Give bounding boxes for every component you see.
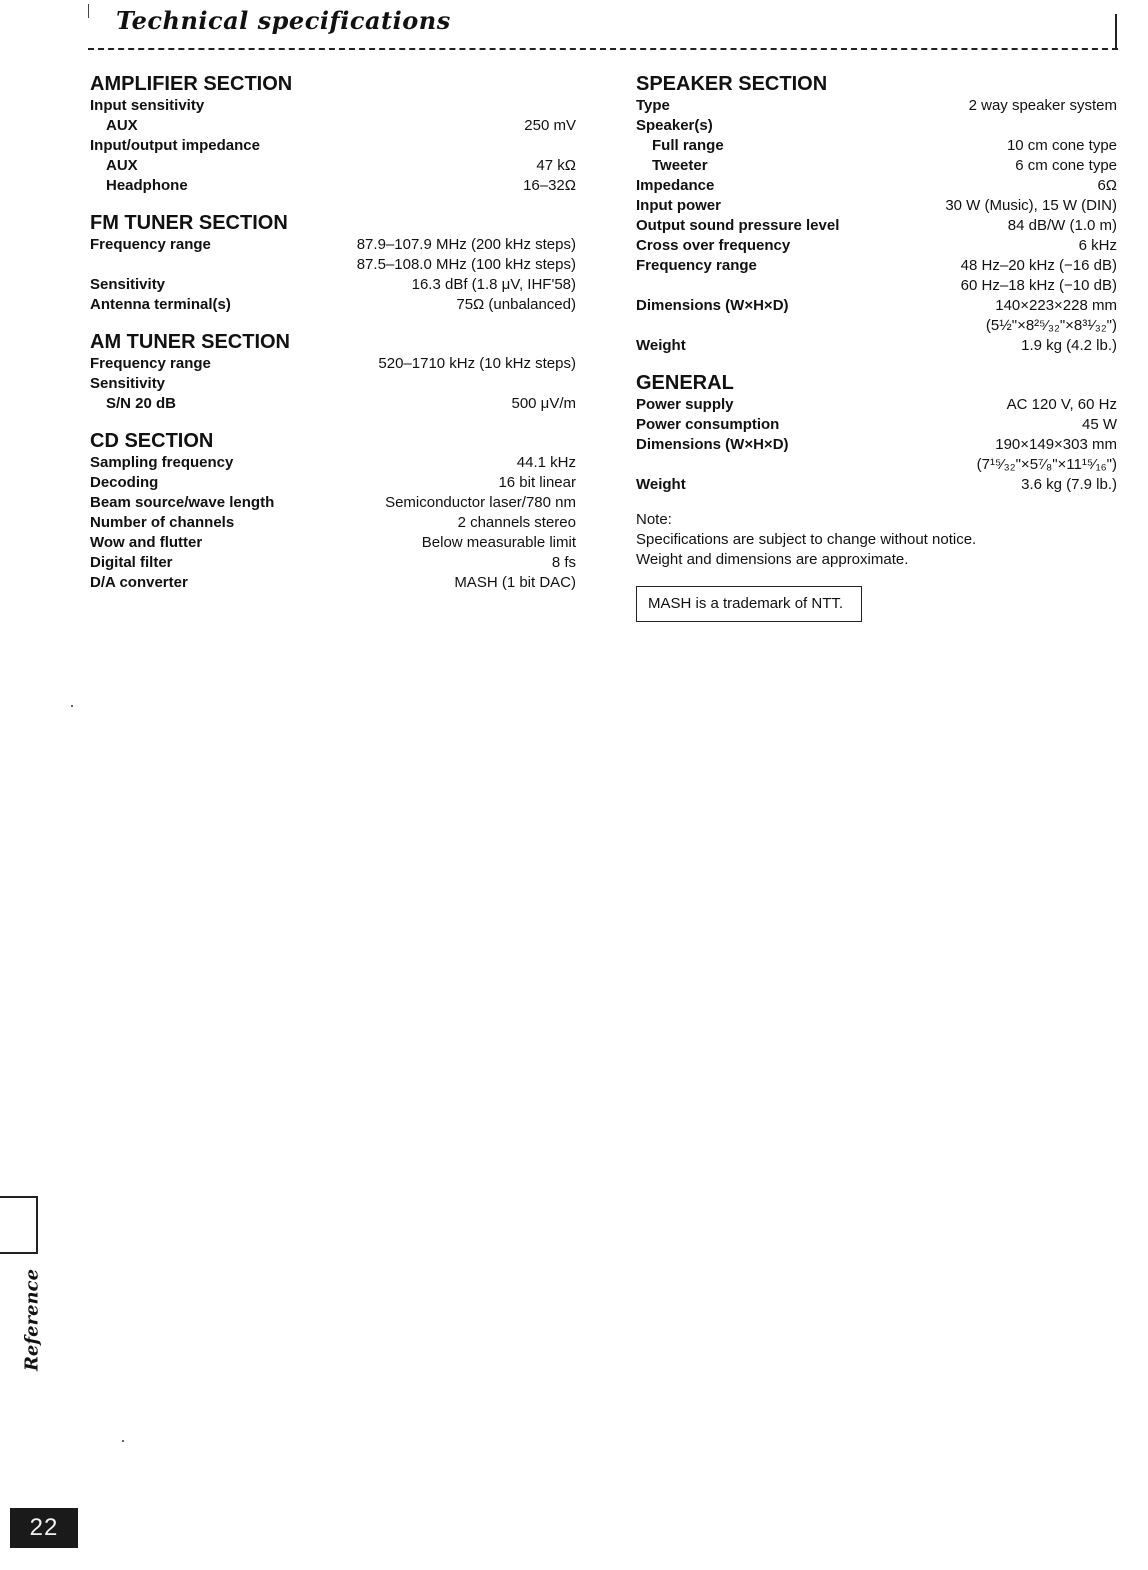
note-line: Weight and dimensions are approximate. <box>636 551 909 568</box>
right-column <box>636 72 1117 622</box>
spec-value: 6 kHz <box>1078 237 1117 254</box>
spec-label: Frequency range <box>90 236 211 253</box>
spec-label: Input power <box>636 197 721 214</box>
spec-row <box>636 415 1117 435</box>
spec-label: Headphone <box>106 177 188 194</box>
note-label: Note: <box>636 511 672 528</box>
spec-label: Frequency range <box>90 355 211 372</box>
spec-row <box>90 235 576 255</box>
spec-label: Type <box>636 97 670 114</box>
spec-row <box>636 196 1117 216</box>
spec-label: Power supply <box>636 396 734 413</box>
spec-label: Weight <box>636 337 686 354</box>
spec-row <box>636 236 1117 256</box>
spec-row <box>636 96 1117 116</box>
spec-section <box>90 211 576 315</box>
spec-value: 3.6 kg (7.9 lb.) <box>1021 476 1117 493</box>
spec-value: 16 bit linear <box>498 474 576 491</box>
spec-value: (5½"×8²⁵⁄₃₂"×8³¹⁄₃₂") <box>985 317 1117 334</box>
spec-row <box>636 395 1117 415</box>
spec-value: 75Ω (unbalanced) <box>456 296 576 313</box>
spec-row <box>90 473 576 493</box>
spec-label: Number of channels <box>90 514 235 531</box>
spec-label: Weight <box>636 476 686 493</box>
spec-row <box>90 573 576 593</box>
spec-section <box>636 371 1117 495</box>
spec-value: 84 dB/W (1.0 m) <box>1007 217 1117 234</box>
spec-value: AC 120 V, 60 Hz <box>1006 396 1117 413</box>
spec-label: AUX <box>106 117 138 134</box>
spec-label: D/A converter <box>90 574 188 591</box>
spec-row <box>90 374 576 394</box>
spec-row <box>636 216 1117 236</box>
spec-row <box>90 453 576 473</box>
spec-value: 2 channels stereo <box>457 514 576 531</box>
spec-label: Dimensions (W×H×D) <box>636 297 789 314</box>
spec-row <box>636 256 1117 276</box>
spec-label: Cross over frequency <box>636 237 791 254</box>
spec-value: 500 μV/m <box>511 395 576 412</box>
side-tab-bracket <box>0 1196 38 1254</box>
spec-row <box>636 176 1117 196</box>
page-number: 22 <box>10 1508 78 1548</box>
spec-label: Digital filter <box>90 554 173 571</box>
spec-label: S/N 20 dB <box>106 395 177 412</box>
spec-label: Sensitivity <box>90 276 166 293</box>
spec-row <box>636 296 1117 316</box>
spec-value: 30 W (Music), 15 W (DIN) <box>945 197 1117 214</box>
spec-section <box>90 429 576 593</box>
spec-row <box>636 455 1117 475</box>
spec-value: 2 way speaker system <box>968 97 1117 114</box>
spec-label: Full range <box>652 137 724 154</box>
page-title: Technical specifications <box>116 6 451 35</box>
spec-label: Dimensions (W×H×D) <box>636 436 789 453</box>
spec-label: Sensitivity <box>90 375 166 392</box>
section-heading: FM TUNER SECTION <box>90 212 288 234</box>
spec-row <box>636 116 1117 136</box>
header-tick-left <box>88 4 89 18</box>
spec-row <box>90 513 576 533</box>
spec-value: 1.9 kg (4.2 lb.) <box>1021 337 1117 354</box>
spec-row <box>636 435 1117 455</box>
scan-speck <box>122 1440 124 1442</box>
spec-value: 6Ω <box>1097 177 1117 194</box>
spec-section <box>90 330 576 414</box>
scan-speck <box>71 705 73 707</box>
spec-label: Speaker(s) <box>636 117 713 134</box>
spec-label: Impedance <box>636 177 715 194</box>
section-heading: AMPLIFIER SECTION <box>90 73 293 95</box>
spec-value: Below measurable limit <box>421 534 576 551</box>
spec-value: 16–32Ω <box>523 177 576 194</box>
spec-row <box>636 156 1117 176</box>
spec-value: 44.1 kHz <box>516 454 576 471</box>
spec-label: Input/output impedance <box>90 137 260 154</box>
spec-row <box>90 116 576 136</box>
section-heading: SPEAKER SECTION <box>636 73 828 95</box>
spec-row <box>90 295 576 315</box>
spec-row <box>636 316 1117 336</box>
right-sections <box>636 72 1117 495</box>
spec-value: (7¹⁵⁄₃₂"×5⁷⁄₈"×11¹⁵⁄₁₆") <box>976 456 1117 473</box>
spec-value: 87.5–108.0 MHz (100 kHz steps) <box>356 256 576 273</box>
spec-value: 45 W <box>1081 416 1117 433</box>
left-column <box>90 72 576 608</box>
spec-row <box>90 354 576 374</box>
spec-value: 8 fs <box>551 554 576 571</box>
spec-row <box>90 275 576 295</box>
spec-row <box>90 136 576 156</box>
header-tick-right <box>1115 14 1117 50</box>
spec-value: 16.3 dBf (1.8 μV, IHF'58) <box>411 276 576 293</box>
spec-value: 10 cm cone type <box>1006 137 1117 154</box>
spec-row <box>90 553 576 573</box>
spec-label: Sampling frequency <box>90 454 234 471</box>
spec-section <box>636 72 1117 356</box>
side-tab-label: Reference <box>21 1268 43 1372</box>
spec-label: AUX <box>106 157 138 174</box>
spec-row <box>90 255 576 275</box>
spec-value: 6 cm cone type <box>1015 157 1117 174</box>
spec-value: 60 Hz–18 kHz (−10 dB) <box>960 277 1117 294</box>
spec-value: MASH (1 bit DAC) <box>454 574 576 591</box>
section-heading: GENERAL <box>636 372 734 394</box>
spec-label: Output sound pressure level <box>636 217 840 234</box>
spec-row <box>90 394 576 414</box>
spec-label: Input sensitivity <box>90 97 205 114</box>
spec-label: Antenna terminal(s) <box>90 296 231 313</box>
spec-row <box>90 533 576 553</box>
trademark-notice: MASH is a trademark of NTT. <box>636 586 862 622</box>
spec-value: Semiconductor laser/780 nm <box>385 494 576 511</box>
spec-value: 48 Hz–20 kHz (−16 dB) <box>960 257 1117 274</box>
spec-row <box>636 336 1117 356</box>
spec-row <box>636 136 1117 156</box>
spec-row <box>90 156 576 176</box>
spec-label: Tweeter <box>652 157 708 174</box>
note-line: Specifications are subject to change without notice. <box>636 531 977 548</box>
spec-label: Frequency range <box>636 257 757 274</box>
section-heading: CD SECTION <box>90 430 214 452</box>
spec-label: Power consumption <box>636 416 780 433</box>
section-heading: AM TUNER SECTION <box>90 331 290 353</box>
spec-value: 190×149×303 mm <box>995 436 1117 453</box>
spec-value: 140×223×228 mm <box>995 297 1117 314</box>
spec-row <box>90 176 576 196</box>
spec-row <box>636 475 1117 495</box>
spec-value: 250 mV <box>524 117 576 134</box>
spec-value: 87.9–107.9 MHz (200 kHz steps) <box>356 236 576 253</box>
spec-row <box>636 276 1117 296</box>
title-rule <box>88 48 1118 50</box>
spec-label: Decoding <box>90 474 159 491</box>
spec-row <box>90 493 576 513</box>
spec-row <box>90 96 576 116</box>
spec-section <box>90 72 576 196</box>
spec-label: Beam source/wave length <box>90 494 275 511</box>
spec-label: Wow and flutter <box>90 534 203 551</box>
spec-value: 520–1710 kHz (10 kHz steps) <box>378 355 576 372</box>
spec-value: 47 kΩ <box>536 157 576 174</box>
